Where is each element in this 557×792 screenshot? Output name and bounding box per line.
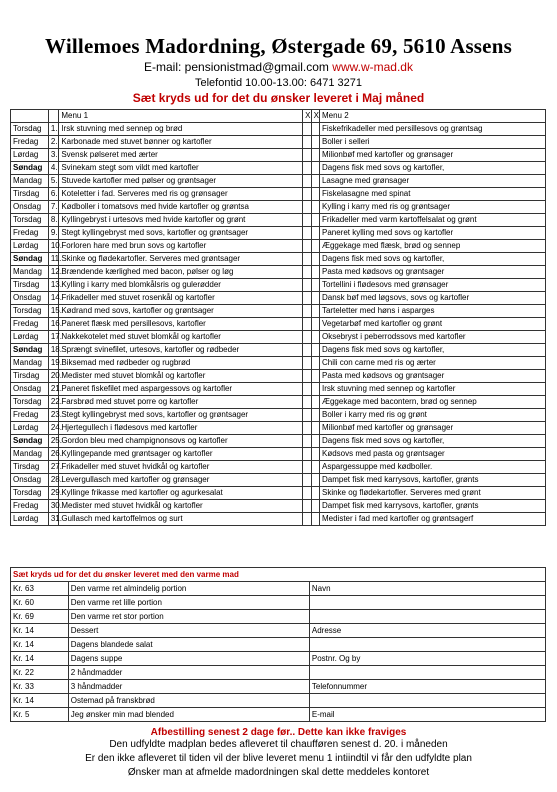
menu-day-number: 6. [48, 188, 59, 201]
menu-day: Mandag [11, 448, 49, 461]
menu-day-number: 28. [48, 474, 59, 487]
menu-day: Torsdag [11, 123, 49, 136]
menu2-checkbox[interactable] [311, 253, 319, 266]
menu2-dish: Tarteletter med høns i asparges [319, 305, 545, 318]
menu-row [11, 487, 546, 500]
order-contact-field[interactable]: Postnr. Og by [309, 652, 545, 666]
menu1-dish: Kylling i karry med blomkålsris og gulerødder [59, 279, 303, 292]
menu2-dish: Kylling i karry med ris og grøntsager [319, 201, 545, 214]
menu2-checkbox[interactable] [311, 409, 319, 422]
menu2-checkbox[interactable] [311, 487, 319, 500]
menu1-checkbox[interactable] [303, 513, 311, 526]
menu-row [11, 513, 546, 526]
menu1-dish: Medister med stuvet hvidkål og kartofler [59, 500, 303, 513]
menu-row [11, 175, 546, 188]
menu-row [11, 396, 546, 409]
menu1-checkbox[interactable] [303, 279, 311, 292]
menu-day: Torsdag [11, 487, 49, 500]
menu-day: Mandag [11, 266, 49, 279]
order-item: Den varme ret almindelig portion [68, 582, 309, 596]
menu1-checkbox[interactable] [303, 396, 311, 409]
menu2-checkbox[interactable] [311, 318, 319, 331]
menu1-dish: Farsbrød med stuvet porre og kartofler [59, 396, 303, 409]
menu-day-number: 16. [48, 318, 59, 331]
menu1-dish: Kyllinge frikasse med kartofler og agurkesalat [59, 487, 303, 500]
order-item: Dagens suppe [68, 652, 309, 666]
menu-day-number: 10. [48, 240, 59, 253]
menu1-dish: Gordon bleu med champignonsovs og kartofler [59, 435, 303, 448]
menu-day: Fredag [11, 409, 49, 422]
menu1-checkbox[interactable] [303, 253, 311, 266]
menu2-dish: Milionbøf med kartofler og grønsager [319, 149, 545, 162]
menu2-dish: Boller i selleri [319, 136, 545, 149]
order-price: Kr. 5 [11, 708, 69, 722]
order-contact-field[interactable] [309, 666, 545, 680]
header-menu2: Menu 2 [319, 110, 545, 123]
footer-line-3: Ønsker man at afmelde madordningen skal dette meddeles kontoret [127, 767, 430, 778]
order-item: Dagens blandede salat [68, 638, 309, 652]
menu-day: Lørdag [11, 149, 49, 162]
menu2-dish: Lasagne med grønsager [319, 175, 545, 188]
menu-day: Fredag [11, 227, 49, 240]
menu-row [11, 318, 546, 331]
menu2-checkbox[interactable] [311, 396, 319, 409]
menu-day: Mandag [11, 175, 49, 188]
order-row [11, 680, 546, 694]
menu-day: Mandag [11, 357, 49, 370]
menu2-dish: Dagens fisk med sovs og kartofler, [319, 435, 545, 448]
menu2-checkbox[interactable] [311, 279, 319, 292]
menu-row [11, 500, 546, 513]
order-contact-field[interactable]: Navn [309, 582, 545, 596]
phone-line: Telefontid 10.00-13.00: 6471 3271 [195, 77, 362, 89]
menu2-dish: Dagens fisk med sovs og kartofler, [319, 253, 545, 266]
menu2-dish: Dansk bøf med løgsovs, sovs og kartofler [319, 292, 545, 305]
menu1-dish: Skinke og flødekartofler. Serveres med grøntsager [59, 253, 303, 266]
menu2-dish: Dagens fisk med sovs og kartofler, [319, 162, 545, 175]
menu1-dish: Kyllingepande med grøntsager og kartofler [59, 448, 303, 461]
order-heading: Sæt kryds ud for det du ønsker leveret med den varme mad [11, 568, 546, 582]
order-item: Den varme ret stor portion [68, 610, 309, 624]
order-row [11, 596, 546, 610]
menu-day: Torsdag [11, 214, 49, 227]
menu2-dish: Milionbøf med kartofler og grønsager [319, 422, 545, 435]
menu2-checkbox[interactable] [311, 162, 319, 175]
menu2-dish: Fiskefrikadeller med persillesovs og grøntsag [319, 123, 545, 136]
menu2-checkbox[interactable] [311, 305, 319, 318]
menu-row [11, 474, 546, 487]
menu2-checkbox[interactable] [311, 240, 319, 253]
menu2-dish: Boller i karry med ris og grønt [319, 409, 545, 422]
menu-row [11, 435, 546, 448]
menu2-dish: Pasta med kødsovs og grøntsager [319, 370, 545, 383]
order-item: Jeg ønsker min mad blended [68, 708, 309, 722]
menu1-checkbox[interactable] [303, 448, 311, 461]
menu2-dish: Fiskelasagne med spinat [319, 188, 545, 201]
menu-row [11, 162, 546, 175]
menu2-checkbox[interactable] [311, 175, 319, 188]
menu2-dish: Dampet fisk med karrysovs, kartofler, grønts [319, 500, 545, 513]
menu2-checkbox[interactable] [311, 214, 319, 227]
menu2-dish: Æggekage med flæsk, brød og sennep [319, 240, 545, 253]
menu1-checkbox[interactable] [303, 240, 311, 253]
menu2-dish: Dampet fisk med karrysovs, kartofler, grønts [319, 474, 545, 487]
menu-row [11, 240, 546, 253]
menu-day-number: 7. [48, 201, 59, 214]
order-item: Den varme ret lille portion [68, 596, 309, 610]
menu-row [11, 370, 546, 383]
menu1-checkbox[interactable] [303, 175, 311, 188]
menu-day-number: 22. [48, 396, 59, 409]
menu1-dish: Kødboller i tomatsovs med hvide kartofler og grøntsa [59, 201, 303, 214]
menu2-checkbox[interactable] [311, 461, 319, 474]
menu-day: Tirsdag [11, 279, 49, 292]
order-row [11, 652, 546, 666]
order-row [11, 694, 546, 708]
menu2-checkbox[interactable] [311, 435, 319, 448]
menu-day-number: 25. [48, 435, 59, 448]
menu2-dish: Paneret kylling med sovs og kartofler [319, 227, 545, 240]
order-table [10, 567, 546, 722]
menu-row [11, 123, 546, 136]
menu2-dish: Chili con carne med ris og ærter [319, 357, 545, 370]
menu-day-number: 18. [48, 344, 59, 357]
menu1-dish: Paneret fiskefilet med aspargessovs og kartofler [59, 383, 303, 396]
order-table-heading-row [11, 568, 546, 582]
menu-day-number: 8. [48, 214, 59, 227]
order-price: Kr. 60 [11, 596, 69, 610]
menu-day-number: 2. [48, 136, 59, 149]
menu-day-number: 5. [48, 175, 59, 188]
menu-day-number: 9. [48, 227, 59, 240]
order-contact-field[interactable]: E-mail [309, 708, 545, 722]
menu-day-number: 27. [48, 461, 59, 474]
menu-day-number: 29. [48, 487, 59, 500]
menu-day: Tirsdag [11, 370, 49, 383]
order-price: Kr. 69 [11, 610, 69, 624]
order-row [11, 624, 546, 638]
menu-row [11, 292, 546, 305]
menu-row [11, 266, 546, 279]
menu1-checkbox[interactable] [303, 266, 311, 279]
menu1-checkbox[interactable] [303, 370, 311, 383]
menu2-dish: Irsk stuvning med sennep og kartofler [319, 383, 545, 396]
header-x2: X [311, 110, 319, 123]
order-contact-field[interactable] [309, 610, 545, 624]
instruction-line: Sæt kryds ud for det du ønsker leveret i Maj måned [132, 91, 425, 105]
menu2-dish: Vegetarbøf med kartofler og grønt [319, 318, 545, 331]
menu1-checkbox[interactable] [303, 422, 311, 435]
menu2-dish: Oksebryst i peberrodssovs med kartofler [319, 331, 545, 344]
menu-row [11, 201, 546, 214]
menu2-dish: Dagens fisk med sovs og kartofler, [319, 344, 545, 357]
menu-table [10, 109, 546, 526]
menu1-checkbox[interactable] [303, 201, 311, 214]
menu2-checkbox[interactable] [311, 266, 319, 279]
menu-day: Lørdag [11, 331, 49, 344]
menu1-dish: Forloren hare med brun sovs og kartofler [59, 240, 303, 253]
order-item: Ostemad på franskbrød [68, 694, 309, 708]
menu-row [11, 448, 546, 461]
menu1-checkbox[interactable] [303, 292, 311, 305]
menu1-dish: Paneret flæsk med persillesovs, kartofler [59, 318, 303, 331]
menu1-dish: Levergullasch med kartofler og grønsager [59, 474, 303, 487]
menu-row [11, 331, 546, 344]
menu-table-header [11, 110, 546, 123]
menu1-dish: Biksemad med rødbeder og rugbrød [59, 357, 303, 370]
menu-day: Tirsdag [11, 461, 49, 474]
order-contact-field[interactable] [309, 638, 545, 652]
menu-row [11, 305, 546, 318]
header-menu1: Menu 1 [59, 110, 303, 123]
order-contact-field[interactable] [309, 694, 545, 708]
menu-row [11, 357, 546, 370]
menu-day: Søndag [11, 435, 49, 448]
order-row [11, 610, 546, 624]
menu-row [11, 461, 546, 474]
order-row [11, 582, 546, 596]
menu-day: Fredag [11, 500, 49, 513]
menu1-checkbox[interactable] [303, 227, 311, 240]
menu1-dish: Nakkekotelet med stuvet blomkål og kartofler [59, 331, 303, 344]
menu2-checkbox[interactable] [311, 227, 319, 240]
menu1-checkbox[interactable] [303, 500, 311, 513]
menu1-checkbox[interactable] [303, 357, 311, 370]
menu2-checkbox[interactable] [311, 188, 319, 201]
menu1-dish: Frikadeller med stuvet hvidkål og kartofler [59, 461, 303, 474]
order-price: Kr. 63 [11, 582, 69, 596]
deadline-note: Afbestilling senest 2 dage før.. Dette kan ikke fraviges [150, 727, 407, 738]
menu-day-number: 20. [48, 370, 59, 383]
menu2-checkbox[interactable] [311, 513, 319, 526]
menu1-checkbox[interactable] [303, 162, 311, 175]
menu2-checkbox[interactable] [311, 422, 319, 435]
menu2-checkbox[interactable] [311, 357, 319, 370]
menu2-checkbox[interactable] [311, 370, 319, 383]
order-price: Kr. 14 [11, 694, 69, 708]
menu-day: Søndag [11, 162, 49, 175]
menu-row [11, 422, 546, 435]
menu-row [11, 344, 546, 357]
menu1-dish: Stegt kyllingebryst med sovs, kartofler og grøntsager [59, 227, 303, 240]
menu-day: Onsdag [11, 474, 49, 487]
header-x1: X [303, 110, 311, 123]
menu-day-number: 21. [48, 383, 59, 396]
menu-day: Fredag [11, 136, 49, 149]
order-row [11, 708, 546, 722]
menu-day: Lørdag [11, 513, 49, 526]
menu2-checkbox[interactable] [311, 448, 319, 461]
order-contact-field[interactable]: Telefonnummer [309, 680, 545, 694]
menu-row [11, 383, 546, 396]
order-price: Kr. 33 [11, 680, 69, 694]
menu-day: Søndag [11, 344, 49, 357]
menu-day: Onsdag [11, 201, 49, 214]
order-item: 3 håndmadder [68, 680, 309, 694]
order-row [11, 666, 546, 680]
menu-day-number: 24. [48, 422, 59, 435]
menu2-checkbox[interactable] [311, 123, 319, 136]
menu1-checkbox[interactable] [303, 344, 311, 357]
page-title: Willemoes Madordning, Østergade 69, 5610 Assens [45, 34, 512, 58]
menu-day-number: 31. [48, 513, 59, 526]
menu-day-number: 30. [48, 500, 59, 513]
menu2-checkbox[interactable] [311, 136, 319, 149]
menu-day: Tirsdag [11, 188, 49, 201]
menu-day-number: 19. [48, 357, 59, 370]
menu2-dish: Kødsovs med pasta og grøntsager [319, 448, 545, 461]
menu1-dish: Hjertegullech i flødesovs med kartofler [59, 422, 303, 435]
contact-line [0, 60, 557, 74]
menu2-dish: Skinke og flødekartofler. Serveres med grønt [319, 487, 545, 500]
header-num-cell [48, 110, 59, 123]
menu2-checkbox[interactable] [311, 344, 319, 357]
menu-day: Fredag [11, 318, 49, 331]
menu-row [11, 149, 546, 162]
order-item: Dessert [68, 624, 309, 638]
menu2-checkbox[interactable] [311, 331, 319, 344]
footer-line-2: Er den ikke afleveret til tiden vil der blive leveret menu 1 intiindtil vi får den udfyldte plan [85, 753, 472, 764]
menu2-checkbox[interactable] [311, 292, 319, 305]
menu1-dish: Frikadeller med stuvet rosenkål og kartofler [59, 292, 303, 305]
order-price: Kr. 14 [11, 652, 69, 666]
menu-day: Lørdag [11, 422, 49, 435]
menu1-checkbox[interactable] [303, 318, 311, 331]
menu1-dish: Brændende kærlighed med bacon, pølser og løg [59, 266, 303, 279]
menu2-dish: Medister i fad med kartofler og grøntsagerf [319, 513, 545, 526]
menu-day: Søndag [11, 253, 49, 266]
menu-day: Torsdag [11, 396, 49, 409]
menu2-checkbox[interactable] [311, 149, 319, 162]
order-price: Kr. 22 [11, 666, 69, 680]
menu-row [11, 214, 546, 227]
menu-day: Lørdag [11, 240, 49, 253]
menu1-checkbox[interactable] [303, 188, 311, 201]
menu-day-number: 3. [48, 149, 59, 162]
menu-day-number: 15. [48, 305, 59, 318]
menu-day-number: 23. [48, 409, 59, 422]
order-price: Kr. 14 [11, 624, 69, 638]
menu2-dish: Aspargessuppe med kødboller. [319, 461, 545, 474]
menu1-dish: Karbonade med stuvet bønner og kartofler [59, 136, 303, 149]
menu1-checkbox[interactable] [303, 214, 311, 227]
menu1-dish: Kyllingebryst i urtesovs med hvide kartofler og grønt [59, 214, 303, 227]
menu1-checkbox[interactable] [303, 474, 311, 487]
menu-day-number: 12. [48, 266, 59, 279]
menu1-dish: Sprængt svinefilet, urtesovs, kartofler og rødbeder [59, 344, 303, 357]
menu1-checkbox[interactable] [303, 487, 311, 500]
menu-day: Torsdag [11, 305, 49, 318]
menu1-checkbox[interactable] [303, 435, 311, 448]
menu1-dish: Kødrand med sovs, kartofler og grøntsager [59, 305, 303, 318]
menu-day-number: 14. [48, 292, 59, 305]
menu-day-number: 11. [48, 253, 59, 266]
menu1-dish: Svensk pølseret med ærter [59, 149, 303, 162]
menu1-dish: Koteletter i fad. Serveres med ris og grønsager [59, 188, 303, 201]
menu2-checkbox[interactable] [311, 500, 319, 513]
menu-row [11, 227, 546, 240]
menu1-checkbox[interactable] [303, 383, 311, 396]
menu-row [11, 253, 546, 266]
menu1-dish: Stegt kyllingebryst med sovs, kartofler og grøntsager [59, 409, 303, 422]
menu2-dish: Æggekage med bacontern, brød og sennep [319, 396, 545, 409]
menu1-dish: Irsk stuvning med sennep og brød [59, 123, 303, 136]
menu-day-number: 4. [48, 162, 59, 175]
menu1-checkbox[interactable] [303, 123, 311, 136]
menu1-dish: Gullasch med kartoffelmos og surt [59, 513, 303, 526]
menu1-checkbox[interactable] [303, 409, 311, 422]
menu-row [11, 409, 546, 422]
menu2-dish: Frikadeller med varm kartoffelsalat og grønt [319, 214, 545, 227]
website-link[interactable]: www.w-mad.dk [332, 60, 413, 74]
menu1-checkbox[interactable] [303, 331, 311, 344]
menu1-checkbox[interactable] [303, 305, 311, 318]
menu-row [11, 136, 546, 149]
menu2-checkbox[interactable] [311, 474, 319, 487]
menu-row [11, 188, 546, 201]
menu1-checkbox[interactable] [303, 461, 311, 474]
order-contact-field[interactable]: Adresse [309, 624, 545, 638]
menu1-dish: Medister med stuvet blomkål og kartofler [59, 370, 303, 383]
order-row [11, 638, 546, 652]
menu2-dish: Tortellini i flødesovs med grønsager [319, 279, 545, 292]
menu2-checkbox[interactable] [311, 383, 319, 396]
menu1-checkbox[interactable] [303, 149, 311, 162]
footer-line-1: Den udfyldte madplan bedes afleveret til chaufføren senest d. 20. i måneden [109, 739, 448, 750]
order-item: 2 håndmadder [68, 666, 309, 680]
menu-day: Onsdag [11, 383, 49, 396]
menu-day: Onsdag [11, 292, 49, 305]
menu2-checkbox[interactable] [311, 201, 319, 214]
menu-day-number: 1. [48, 123, 59, 136]
menu-day-number: 17. [48, 331, 59, 344]
menu1-checkbox[interactable] [303, 136, 311, 149]
menu1-dish: Stuvede kartofler med pølser og grøntsager [59, 175, 303, 188]
menu-row [11, 279, 546, 292]
menu2-dish: Pasta med kødsovs og grøntsager [319, 266, 545, 279]
header-day-cell [11, 110, 49, 123]
order-price: Kr. 14 [11, 638, 69, 652]
menu-day-number: 13. [48, 279, 59, 292]
order-contact-field[interactable] [309, 596, 545, 610]
menu1-dish: Svinekam stegt som vildt med kartofler [59, 162, 303, 175]
email-text: E-mail: pensionistmad@gmail.com [144, 60, 329, 74]
menu-day-number: 26. [48, 448, 59, 461]
